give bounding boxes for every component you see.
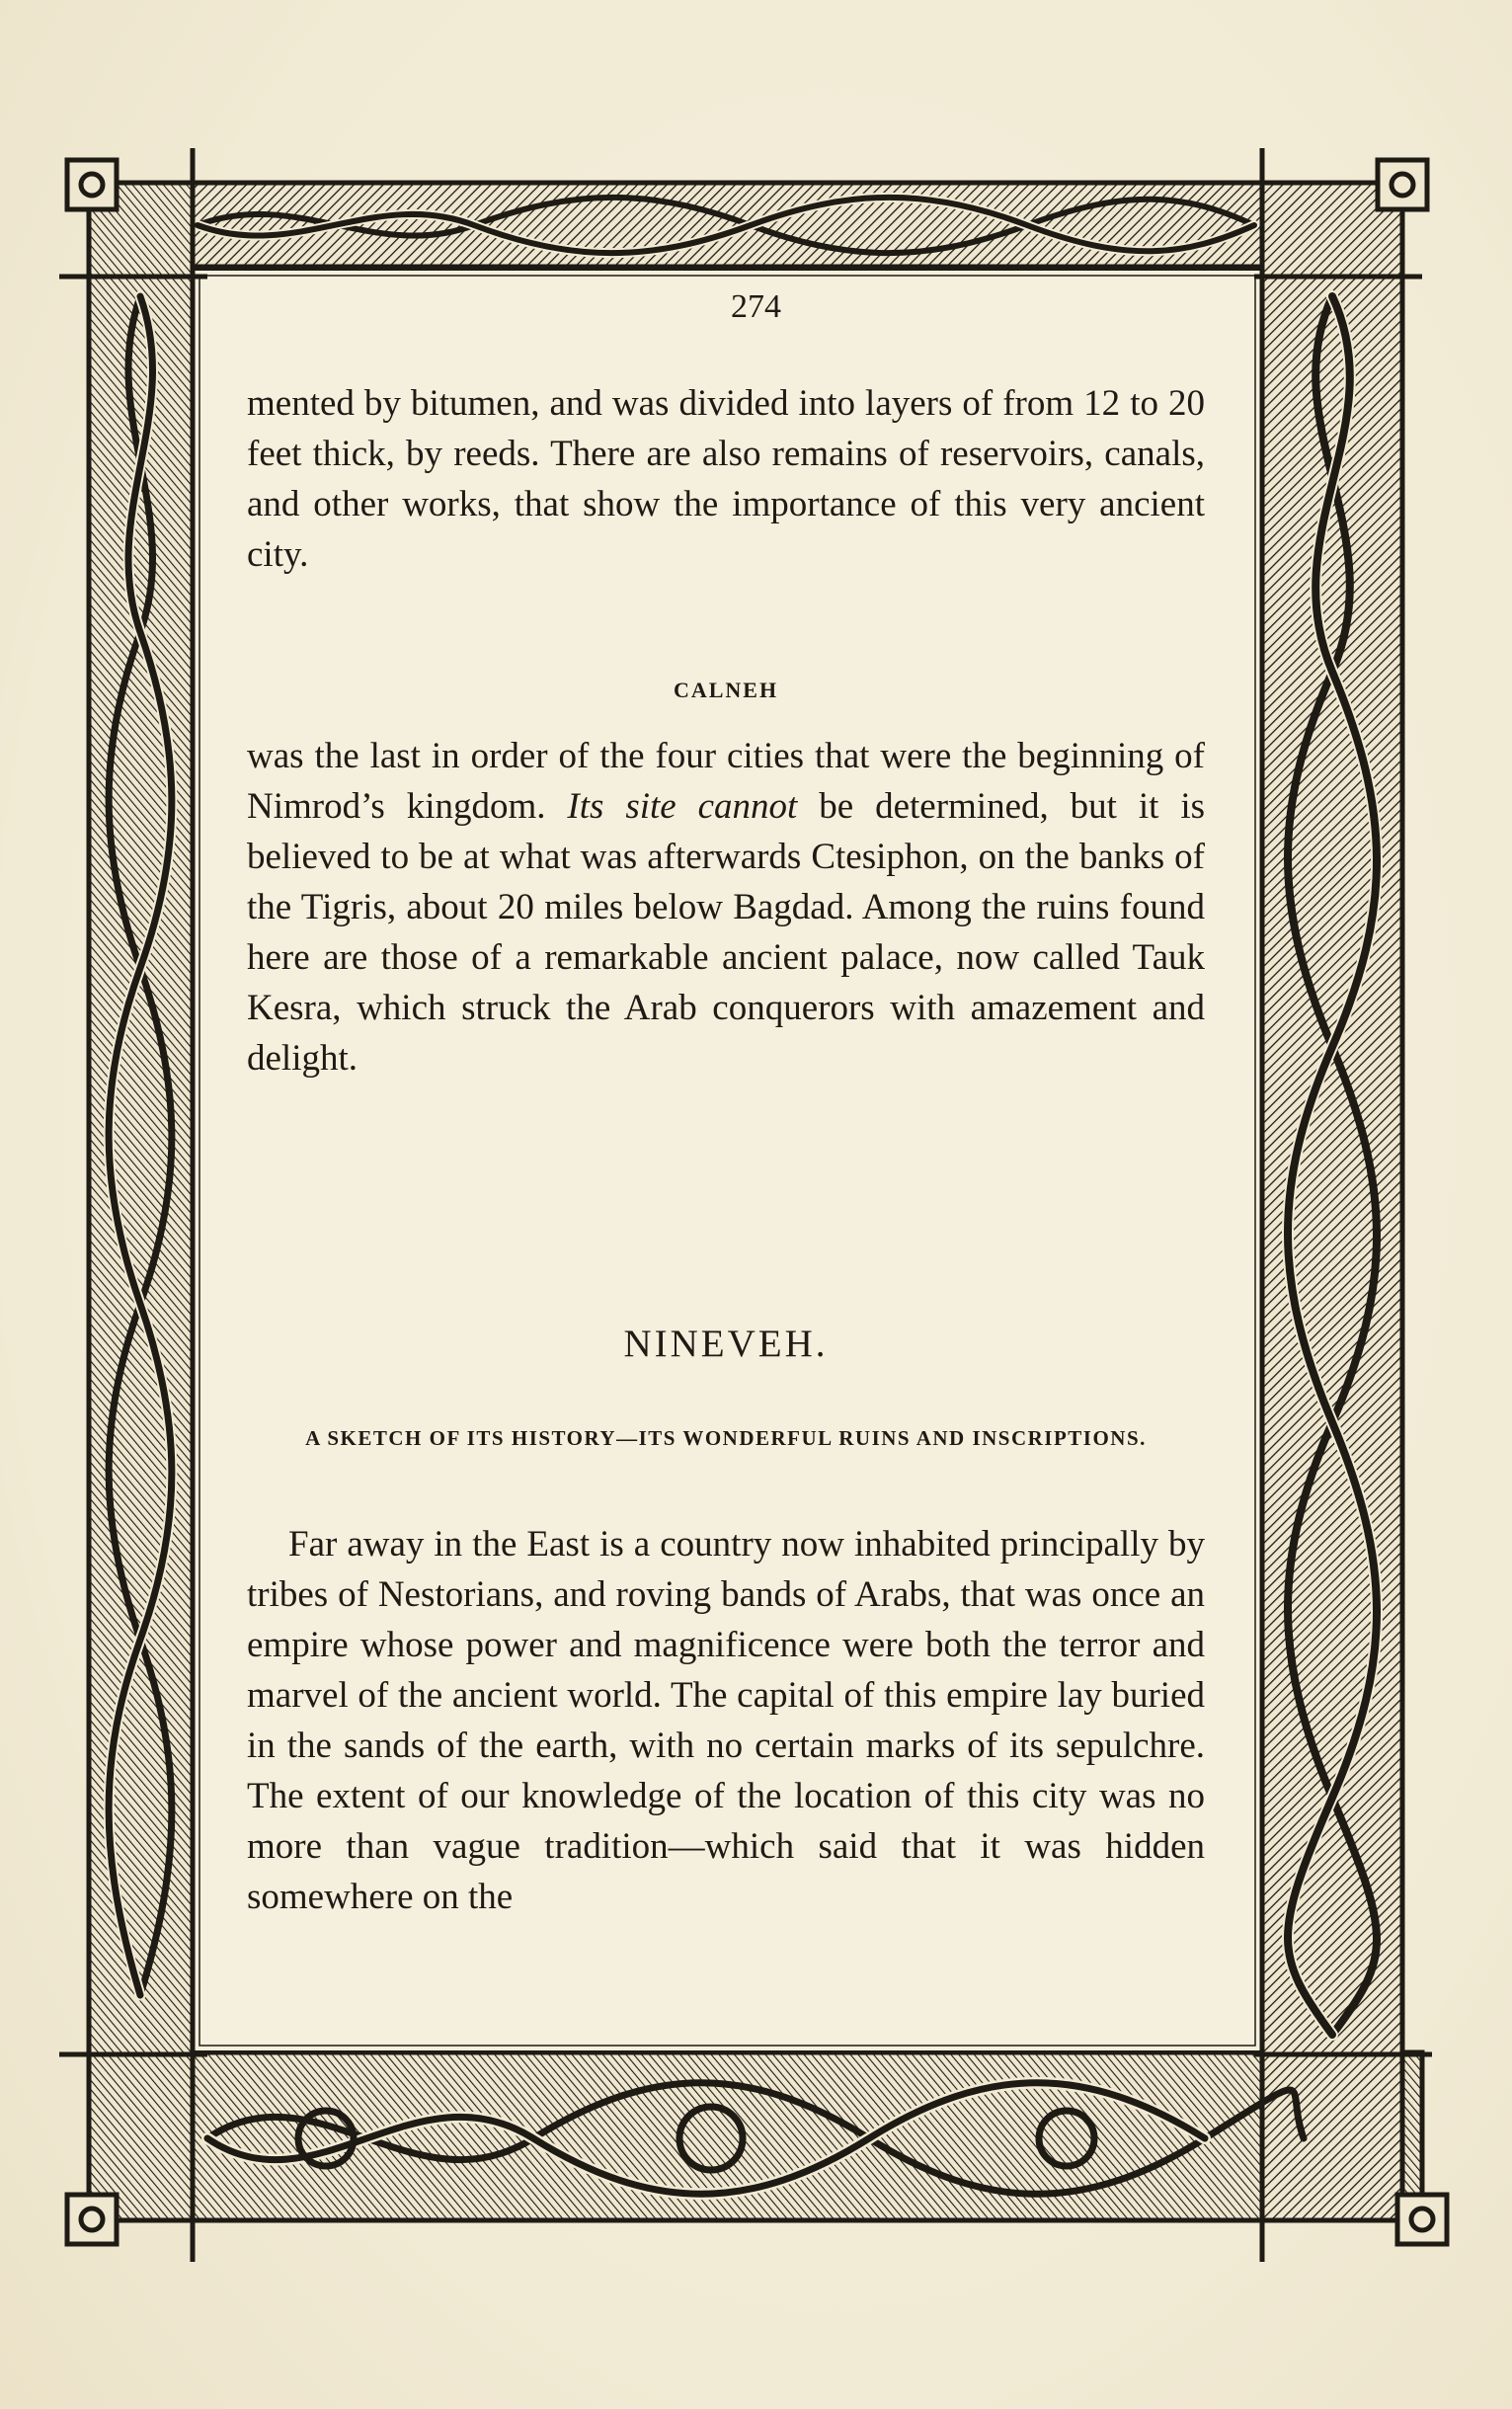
- calneh-heading: CALNEH: [673, 678, 779, 702]
- border-bottom: [89, 2052, 1422, 2220]
- top-passage-text: mented by bitumen, and was divided into layers of from 12 to 20 feet thick, by reeds. There are also remains of reservoirs, canals, and other works, that show the importance of this very ancient city.: [247, 383, 1205, 575]
- nineveh-subtitle: A SKETCH OF ITS HISTORY—ITS WONDERFUL RUINS AND INSCRIPTIONS.: [305, 1426, 1147, 1450]
- calneh-passage: [247, 731, 1205, 1084]
- nineveh-title: NINEVEH.: [623, 1323, 829, 1365]
- calneh-text-end: be determined, but it is believed to be at what was afterwards Ctesiphon, on the banks of the Tigris, about 20 miles below Bagdad. Among the ruins found here are those of a remarkable ancient palace, now called Tauk Kesra, which struck the Arab conquerors with amazement and delight.: [247, 786, 1205, 1079]
- calneh-italic-text: Its site cannot: [567, 786, 798, 827]
- nineveh-text: Far away in the East is a country now inhabited principally by tribes of Nestorians, and roving bands of Arabs, that was once an empire whose power and magnificence were both the terror and marvel of the ancient world. The capital of this empire lay buried in the sands of the earth, with no certain marks of its sepulchre. The extent of our knowledge of the location of this city was no more than vague tradition—which said that it was hidden somewhere on the: [247, 1524, 1205, 1917]
- nineveh-passage: [247, 1519, 1205, 1922]
- page-number: 274: [731, 288, 781, 325]
- calneh-text-start: was the last in order of the four cities that were the beginning of Nimrod’s kingdom.: [247, 736, 1205, 827]
- top-passage: [247, 378, 1205, 580]
